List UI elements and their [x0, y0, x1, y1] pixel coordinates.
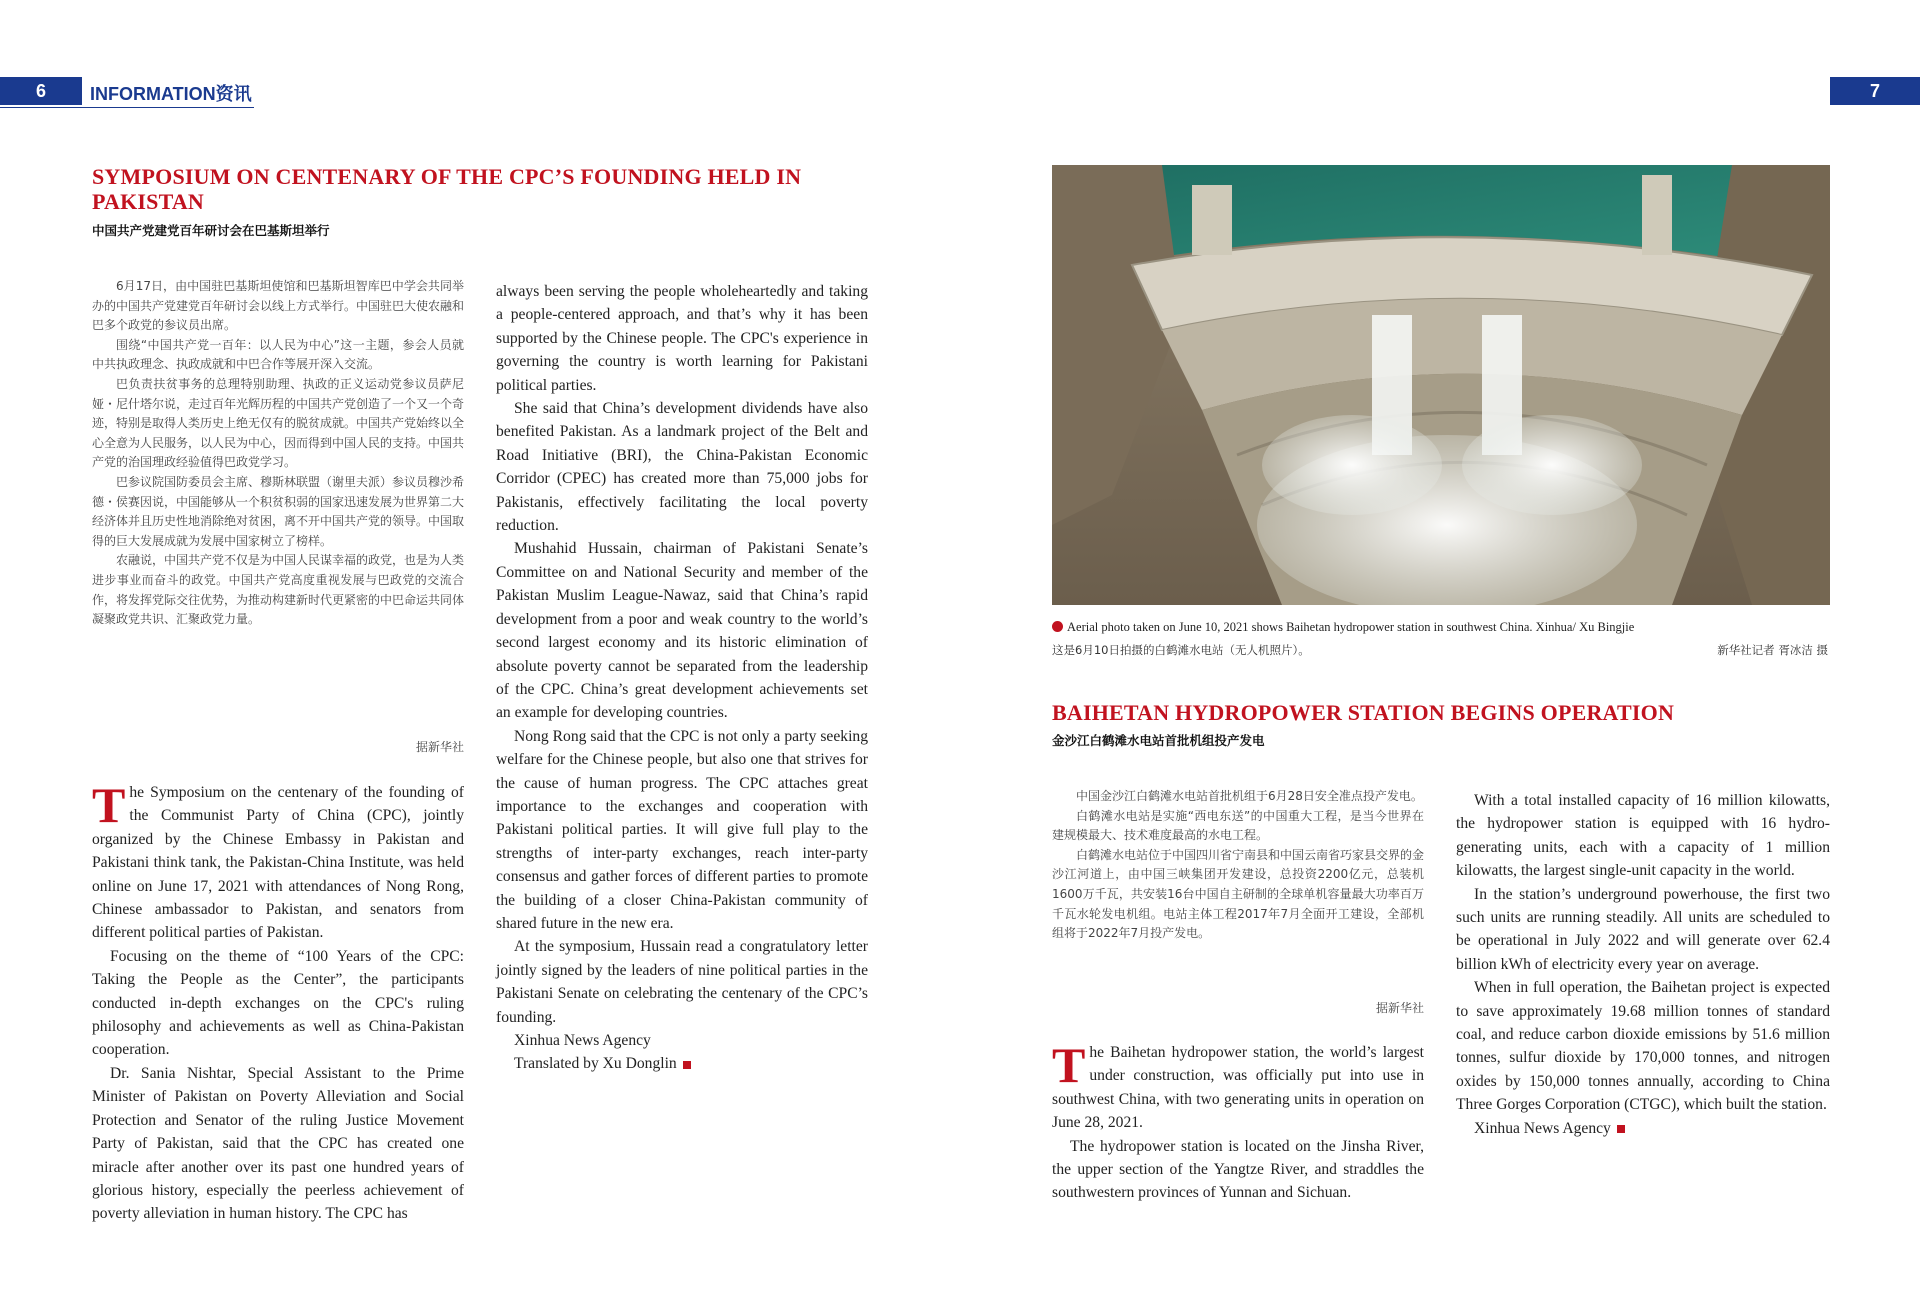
article2-cn-source: 据新华社 — [1375, 1001, 1424, 1015]
article1-subtitle: 中国共产党建党百年研讨会在巴基斯坦举行 — [92, 223, 330, 238]
article2-dropcap: T — [1052, 1037, 1086, 1093]
dam-aerial-photo — [1052, 165, 1830, 605]
article1-translator-line — [496, 1052, 868, 1075]
article1-dropcap: T — [92, 777, 126, 833]
article2-en-paragraph: With a total installed capacity of 16 million kilowatts, the hydropower station is equipped with 16 hydro-generating units, each with a capacity of 1 million kilowatts, the largest single-unit capacity in the world. — [1456, 792, 1830, 880]
article1-en-paragraph: he Symposium on the centenary of the founding of the Communist Party of China (CPC), jointly organized by the Chinese Embassy in Pakistan and Pakistani think tank, the Pakistan-China Institute, was held online on June 17, 2021 with attendances of Nong Rong, Chinese ambassador to Pakistan, and senators from different political parties of Pakistan. — [92, 784, 464, 942]
article1-en-paragraph: Mushahid Hussain, chairman of Pakistani Senate’s Committee on and National Security and member of the Pakistan Muslim League-Nawaz, said that China’s rapid development from a poor and weak country to the world’s second largest economy and its historic elimination of absolute poverty cannot be separated from the leadership of the CPC. China’s great development achievements set an example for developing countries. — [496, 540, 868, 722]
article1-cn-paragraph: 6月17日，由中国驻巴基斯坦使馆和巴基斯坦智库巴中学会共同举办的中国共产党建党百年研讨会以线上方式举行。中国驻巴大使农融和巴多个政党的参议员出席。 — [92, 279, 465, 333]
article2-title: BAIHETAN HYDROPOWER STATION BEGINS OPERATION — [1052, 700, 1675, 725]
article2-chinese-text — [1052, 787, 1424, 944]
article1-cn-paragraph: 巴负责扶贫事务的总理特别助理、执政的正义运动党参议员萨尼娅・尼什塔尔说，走过百年光辉历程的中国共产党创造了一个又一个奇迹，特别是取得人类历史上绝无仅有的脱贫成就。中国共产党始终以全心全意为人民服务，以人民为中心，因而得到中国人民的支持。中国共产党的治国理政经验值得巴政党学习。 — [92, 376, 465, 470]
article1-title: SYMPOSIUM ON CENTENARY OF THE CPC’S FOUNDING HELD IN PAKISTAN — [92, 164, 802, 215]
end-mark-icon — [1617, 1125, 1625, 1133]
photo-caption-en-text: Aerial photo taken on June 10, 2021 shows Baihetan hydropower station in southwest China. Xinhua/ Xu Bingjie — [1067, 620, 1635, 634]
camera-icon — [1052, 621, 1063, 632]
article2-english-col2 — [1456, 789, 1830, 1140]
article1-en-paragraph: At the symposium, Hussain read a congratulatory letter jointly signed by the leaders of nine political parties in the Pakistani Senate on celebrating the centenary of the CPC’s founding. — [496, 938, 868, 1026]
photo-credit: 新华社记者 胥冰洁 摄 — [1717, 643, 1828, 657]
article2-cn-paragraph: 白鹤滩水电站是实施“西电东送”的中国重大工程，是当今世界在建规模最大、技术难度最高的水电工程。 — [1052, 808, 1424, 843]
article1-cn-paragraph: 农融说，中国共产党不仅是为中国人民谋幸福的政党，也是为人类进步事业而奋斗的政党。中国共产党高度重视发展与巴政党的交流合作，将发挥党际交往优势，为推动构建新时代更紧密的中巴命运共同体凝聚政党共识、汇聚政党力量。 — [92, 553, 465, 627]
page-number-right: 7 — [1869, 81, 1880, 101]
article1-agency: Xinhua News Agency — [514, 1032, 651, 1049]
article1-en-paragraph: She said that China’s development dividends have also benefited Pakistan. As a landmark project of the Belt and Road Initiative (BRI), the China-Pakistan Economic Corridor (CPEC) has created more than 75,000 jobs for Pakistanis, effectively facilitating the local poverty reduction. — [496, 400, 868, 535]
article1-cn-source: 据新华社 — [415, 740, 464, 754]
page-number-left: 6 — [35, 81, 46, 101]
article1-en-paragraph: Dr. Sania Nishtar, Special Assistant to the Prime Minister of Pakistan on Poverty Alleviation and Social Protection and Senator of the ruling Justice Movement Party of Pakistan, said that the CPC has created one miracle after another over its past one hundred years of glorious history, especially the peerless achievement of poverty alleviation in human history. The CPC has — [92, 1064, 464, 1223]
section-label: INFORMATION资讯 — [90, 84, 252, 104]
article2-cn-paragraph: 白鹤滩水电站位于中国四川省宁南县和中国云南省巧家县交界的金沙江河道上，由中国三峡集团开发建设，总投资2200亿元，总装机1600万千瓦，共安装16台中国自主研制的全球单机容量最大功率百万千瓦水轮发电机组。电站主体工程2017年7月全面开工建设，全部机组将于2022年7月投产发电。 — [1052, 847, 1425, 941]
article2-en-paragraph: The hydropower station is located on the Jinsha River, the upper section of the Yangtze River, and straddles the southwestern provinces of Yunnan and Sichuan. — [1052, 1137, 1424, 1202]
article1-translator: Translated by Xu Donglin — [514, 1055, 677, 1073]
header-rule — [0, 107, 254, 108]
article2-signoff: Xinhua News Agency — [1474, 1119, 1611, 1137]
photo-caption-cn: 这是6月10日拍摄的白鹤滩水电站（无人机照片）。 — [1052, 643, 1310, 657]
article1-cn-paragraph: 巴参议院国防委员会主席、穆斯林联盟（谢里夫派）参议员穆沙希德・侯赛因说，中国能够从一个积贫积弱的国家迅速发展为世界第二大经济体并且历史性地消除绝对贫困，离不开中国共产党的领导。中国取得的巨大发展成就为发展中国家树立了榜样。 — [92, 474, 465, 548]
article2-en-paragraph: he Baihetan hydropower station, the world’s largest under construction, was officially put into use in southwest China, with two generating units in operation on June 28, 2021. — [1052, 1044, 1424, 1132]
article1-chinese-text — [92, 277, 464, 630]
article1-cn-paragraph: 围绕“中国共产党一百年：以人民为中心”这一主题，参会人员就中共执政理念、执政成就和中巴合作等展开深入交流。 — [92, 337, 464, 372]
article2-en-paragraph: When in full operation, the Baihetan project is expected to save approximately 19.68 million tonnes of standard coal, and reduce carbon dioxide emissions by 51.6 million tonnes, sulfur dioxide by 170,000 tonnes, and nitrogen oxides by 150,000 tonnes annually, according to China Three Gorges Corporation (CTGC), which built the station. — [1456, 979, 1830, 1114]
article1-english-col2 — [496, 280, 868, 1076]
photo-caption-en — [1052, 620, 1634, 635]
article2-cn-paragraph: 中国金沙江白鹤滩水电站首批机组于6月28日安全准点投产发电。 — [1076, 789, 1423, 803]
end-mark-icon — [683, 1061, 691, 1069]
article2-signoff-line — [1456, 1117, 1830, 1140]
article2-en-paragraph: In the station’s underground powerhouse, the first two such units are running steadily. All units are scheduled to be operational in July 2022 and will generate over 62.4 billion kWh of electricity every year on average. — [1456, 885, 1830, 973]
article1-en-paragraph: Nong Rong said that the CPC is not only a party seeking welfare for the Chinese people, but also one that strives for the cause of human progress. The CPC attaches great importance to the exchanges and cooperation with Pakistani political parties. It will give full play to the strengths of inter-party exchanges, reach inter-party consensus and gather forces of different parties to promote the building of a closer China-Pakistan community of shared future in the new era. — [496, 727, 868, 932]
article1-en-paragraph: Focusing on the theme of “100 Years of the CPC: Taking the People as the Center”, the participants conducted in-depth exchanges on the CPC's ruling philosophy and achievements as well as China-Pakistan cooperation. — [92, 947, 464, 1059]
article2-subtitle: 金沙江白鹤滩水电站首批机组投产发电 — [1052, 733, 1265, 748]
article1-english-col1 — [92, 777, 464, 1226]
article1-en-paragraph: always been serving the people wholeheartedly and taking a people-centered approach, and that’s why it has been supported by the Chinese people. The CPC's experience in governing the country is worth learning for Pakistani political parties. — [496, 283, 868, 394]
article2-english-col1 — [1052, 1037, 1424, 1205]
